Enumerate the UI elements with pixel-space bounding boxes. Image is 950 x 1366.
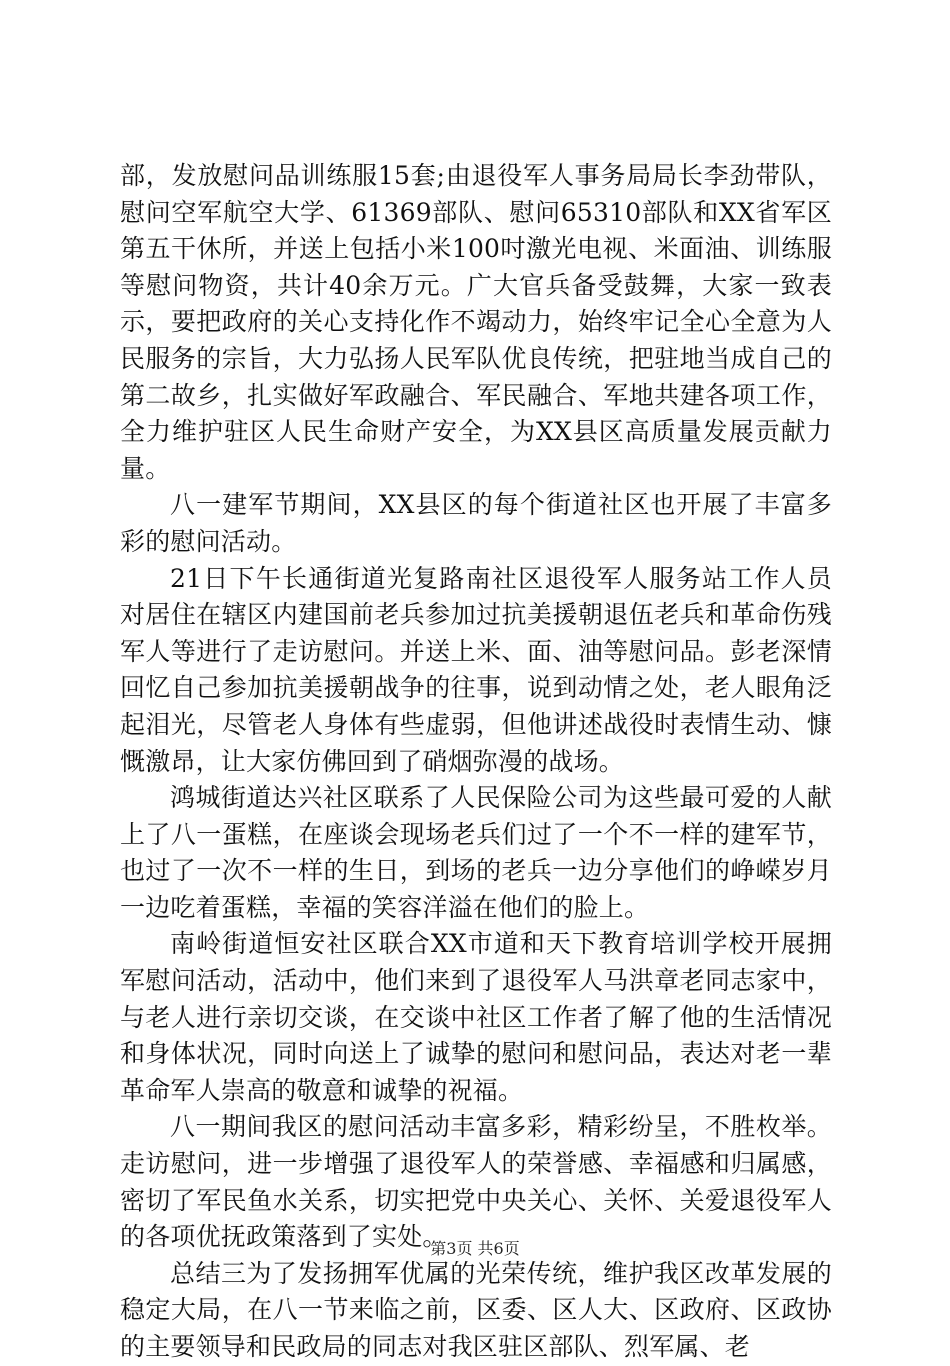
paragraph-bajian-intro: 八一建军节期间，XX县区的每个街道社区也开展了丰富多彩的慰问活动。	[120, 490, 832, 556]
page-number-footer: 第3页 共6页	[430, 1239, 520, 1258]
paragraph-hongcheng: 鸿城街道达兴社区联系了人民保险公司为这些最可爱的人献上了八一蛋糕，在座谈会现场老兵们过了一个不一样的建军节，也过了一次不一样的生日，到场的老兵一边分享他们的峥嵘岁月一边吃着蛋糕，幸福的笑容洋溢在他们的脸上。	[120, 783, 832, 922]
document-body	[120, 158, 832, 1366]
paragraph-summary: 八一期间我区的慰问活动丰富多彩，精彩纷呈，不胜枚举。走访慰问，进一步增强了退役军人的荣誉感、幸福感和归属感，密切了军民鱼水关系，切实把党中央关心、关怀、关爱退役军人的各项优抚政策落到了实处。	[120, 1112, 832, 1252]
paragraph-nanling: 南岭街道恒安社区联合XX市道和天下教育培训学校开展拥军慰问活动，活动中，他们来到了退役军人马洪章老同志家中，与老人进行亲切交谈，在交谈中社区工作者了解了他的生活情况和身体状况，同时向送上了诚挚的慰问和慰问品，表达对老一辈革命军人崇高的敬意和诚挚的祝福。	[120, 929, 832, 1105]
paragraph-zongjie-san: 总结三为了发扬拥军优属的光荣传统，维护我区改革发展的稳定大局，在八一节来临之前，区委、区人大、区政府、区政协的主要领导和民政局的同志对我区驻区部队、烈军属、老	[120, 1258, 832, 1361]
paragraph-continuation: 部，发放慰问品训练服15套;由退役军人事务局局长李劲带队，慰问空军航空大学、61369部队、慰问65310部队和XX省军区第五干休所，并送上包括小米100吋激光电视、米面油、训练服等慰问物资，共计40余万元。广大官兵备受鼓舞，大家一致表示，要把政府的关心支持化作不竭动力，始终牢记全心全意为人民服务的宗旨，大力弘扬人民军队优良传统，把驻地当成自己的第二故乡，扎实做好军政融合、军民融合、军地共建各项工作，全力维护驻区人民生命财产安全，为XX县区高质量发展贡献力量。	[120, 161, 832, 483]
paragraph-changtong: 21日下午长通街道光复路南社区退役军人服务站工作人员对居住在辖区内建国前老兵参加过抗美援朝退伍老兵和革命伤残军人等进行了走访慰问。并送上米、面、油等慰问品。彭老深情回忆自己参加抗美援朝战争的往事，说到动情之处，老人眼角泛起泪光，尽管老人身体有些虚弱，但他讲述战役时表情生动、慷慨激昂，让大家仿佛回到了硝烟弥漫的战场。	[120, 563, 832, 776]
